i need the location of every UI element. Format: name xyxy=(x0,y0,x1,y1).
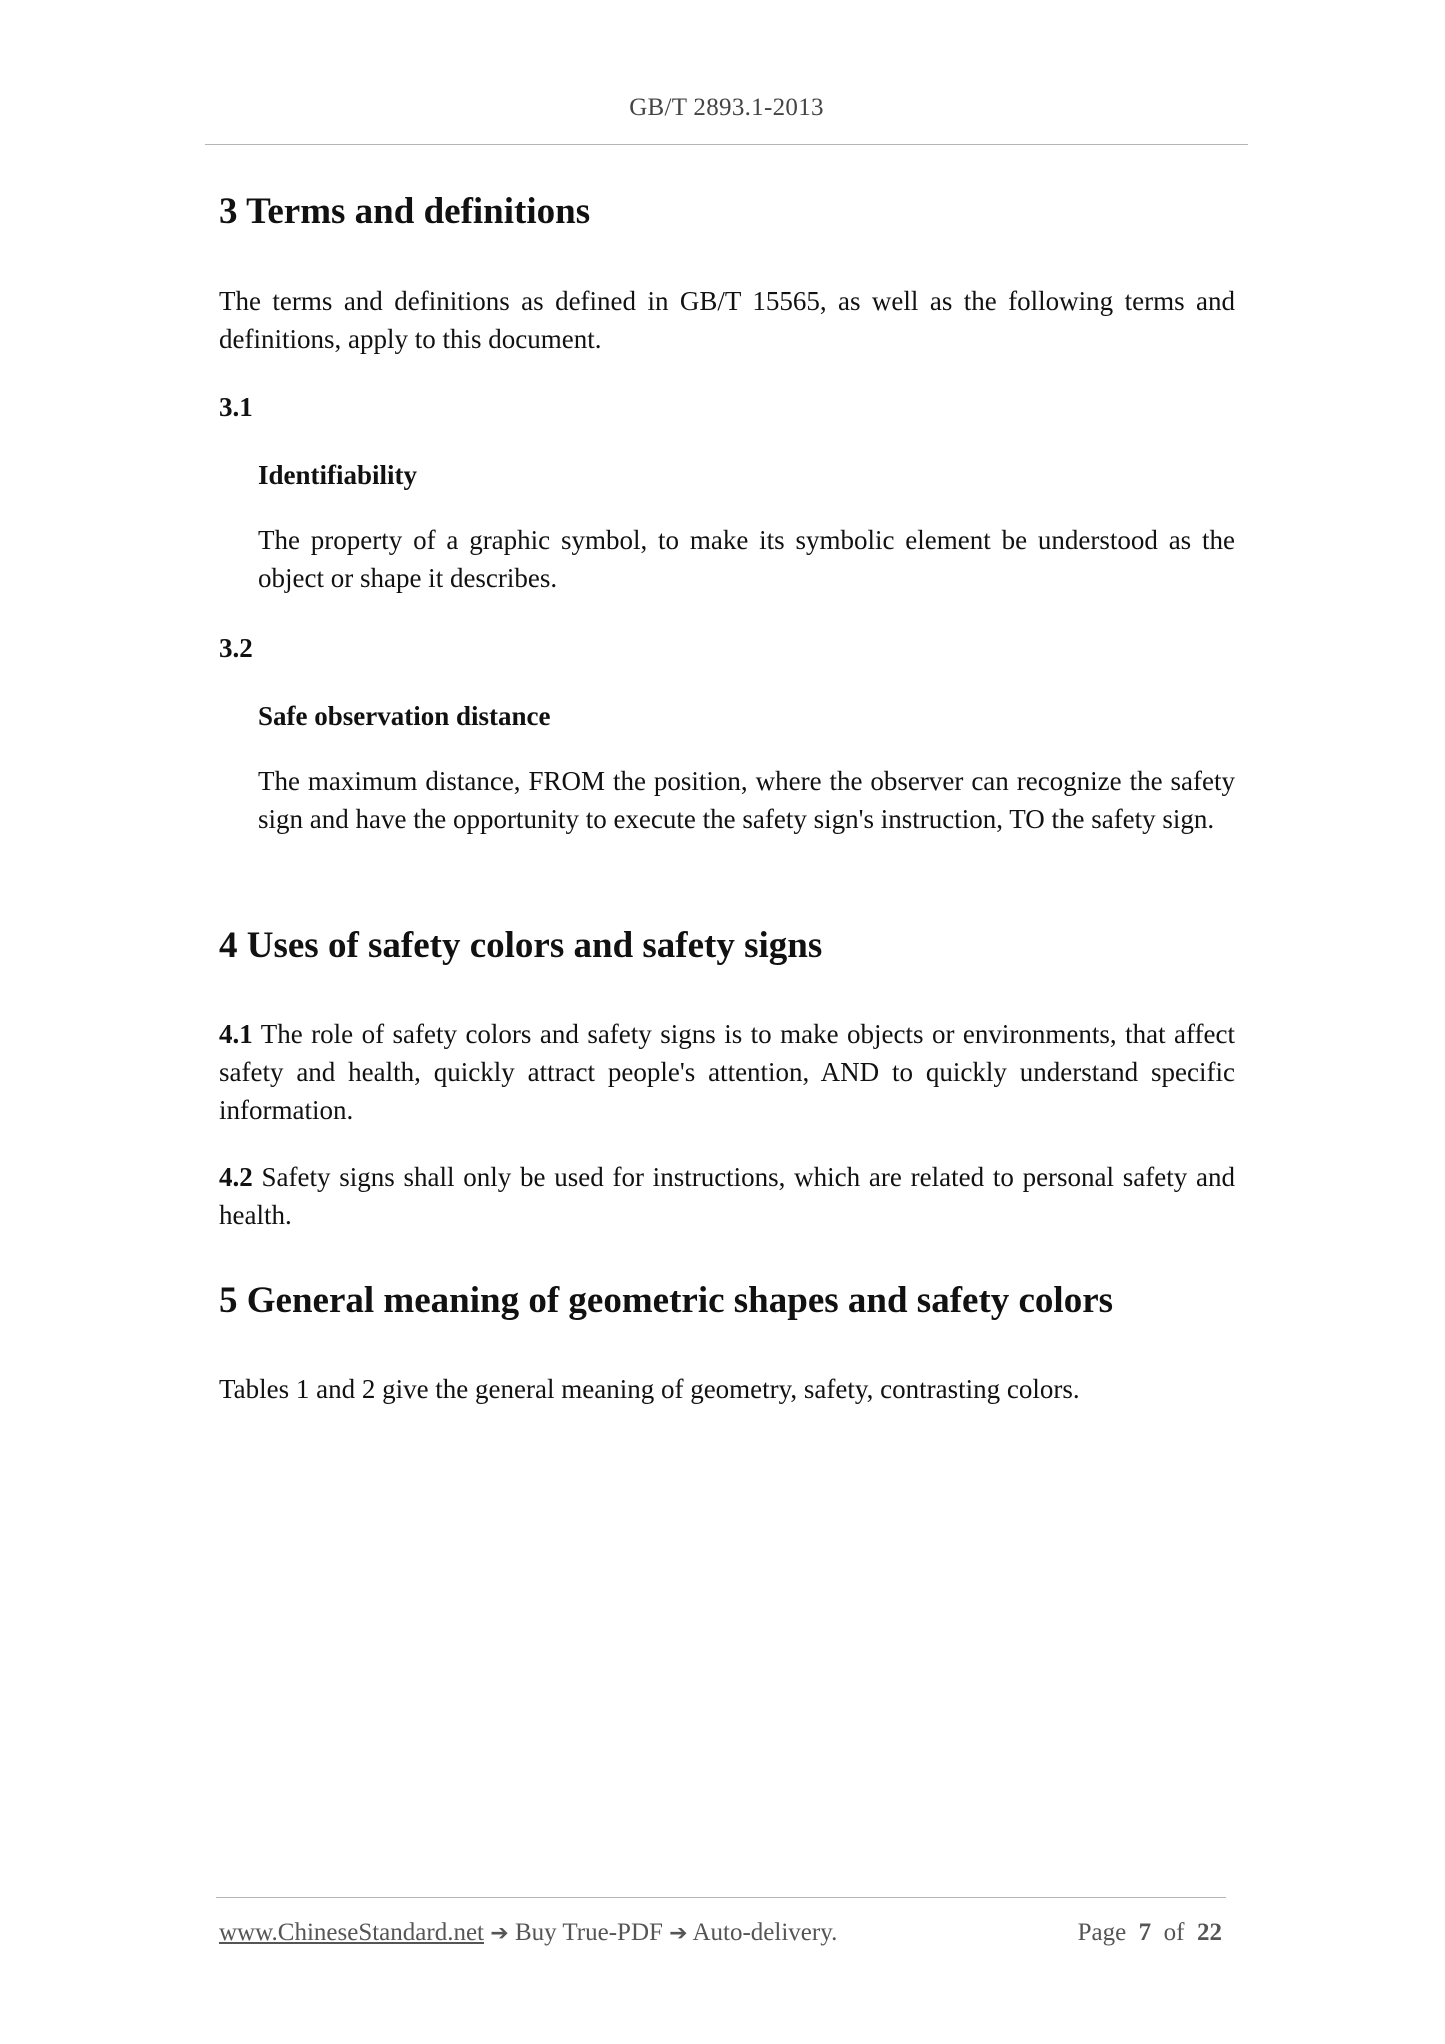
clause-4-2-paragraph xyxy=(219,1158,1235,1234)
auto-delivery-text: Auto-delivery. xyxy=(692,1919,838,1946)
section-3-intro: The terms and definitions as defined in GB/T 15565, as well as the following terms and definitions, apply to this document. xyxy=(219,286,1235,354)
section-5-text: Tables 1 and 2 give the general meaning of geometry, safety, contrasting colors. xyxy=(219,1374,1080,1404)
page-label: Page xyxy=(1077,1919,1127,1946)
page-header: GB/T 2893.1-2013 xyxy=(629,94,824,121)
clause-4-1-paragraph xyxy=(219,1015,1235,1129)
section-5-heading: 5 General meaning of geometric shapes and safety colors xyxy=(219,1280,1114,1321)
right-arrow-icon: ➔ xyxy=(490,1921,509,1946)
header-divider xyxy=(205,144,1248,145)
clause-3-1-definition: The property of a graphic symbol, to make its symbolic element be understood as the object or shape it describes. xyxy=(258,525,1235,593)
website-link[interactable]: www.ChineseStandard.net xyxy=(219,1919,484,1946)
clause-4-2-text: Safety signs shall only be used for instructions, which are related to personal safety and health. xyxy=(219,1162,1235,1230)
section-4-heading: 4 Uses of safety colors and safety signs xyxy=(219,925,823,966)
clause-3-1-term: Identifiability xyxy=(258,460,418,490)
clause-3-2-term: Safe observation distance xyxy=(258,701,551,731)
page-number xyxy=(1078,1919,1222,1947)
clause-3-1-number: 3.1 xyxy=(219,392,253,422)
clause-4-2-number: 4.2 xyxy=(219,1162,253,1192)
clause-4-1-text: The role of safety colors and safety signs is to make objects or environments, that affect safety and health, quickly attract people's attention, AND to quickly understand specific information. xyxy=(219,1019,1235,1125)
clause-3-2-definition: The maximum distance, FROM the position, where the observer can recognize the safety sign and have the opportunity to execute the safety sign's instruction, TO the safety sign. xyxy=(258,766,1235,834)
section-3-heading: 3 Terms and definitions xyxy=(219,191,591,232)
total-pages: 22 xyxy=(1197,1919,1222,1946)
clause-3-2-number: 3.2 xyxy=(219,633,253,663)
clause-4-1-number: 4.1 xyxy=(219,1019,253,1049)
of-label: of xyxy=(1163,1919,1185,1946)
right-arrow-icon: ➔ xyxy=(669,1921,688,1946)
footer-promo xyxy=(219,1919,837,1947)
buy-true-pdf-text: Buy True-PDF xyxy=(514,1919,663,1946)
current-page: 7 xyxy=(1138,1919,1152,1946)
footer-divider xyxy=(216,1897,1226,1898)
